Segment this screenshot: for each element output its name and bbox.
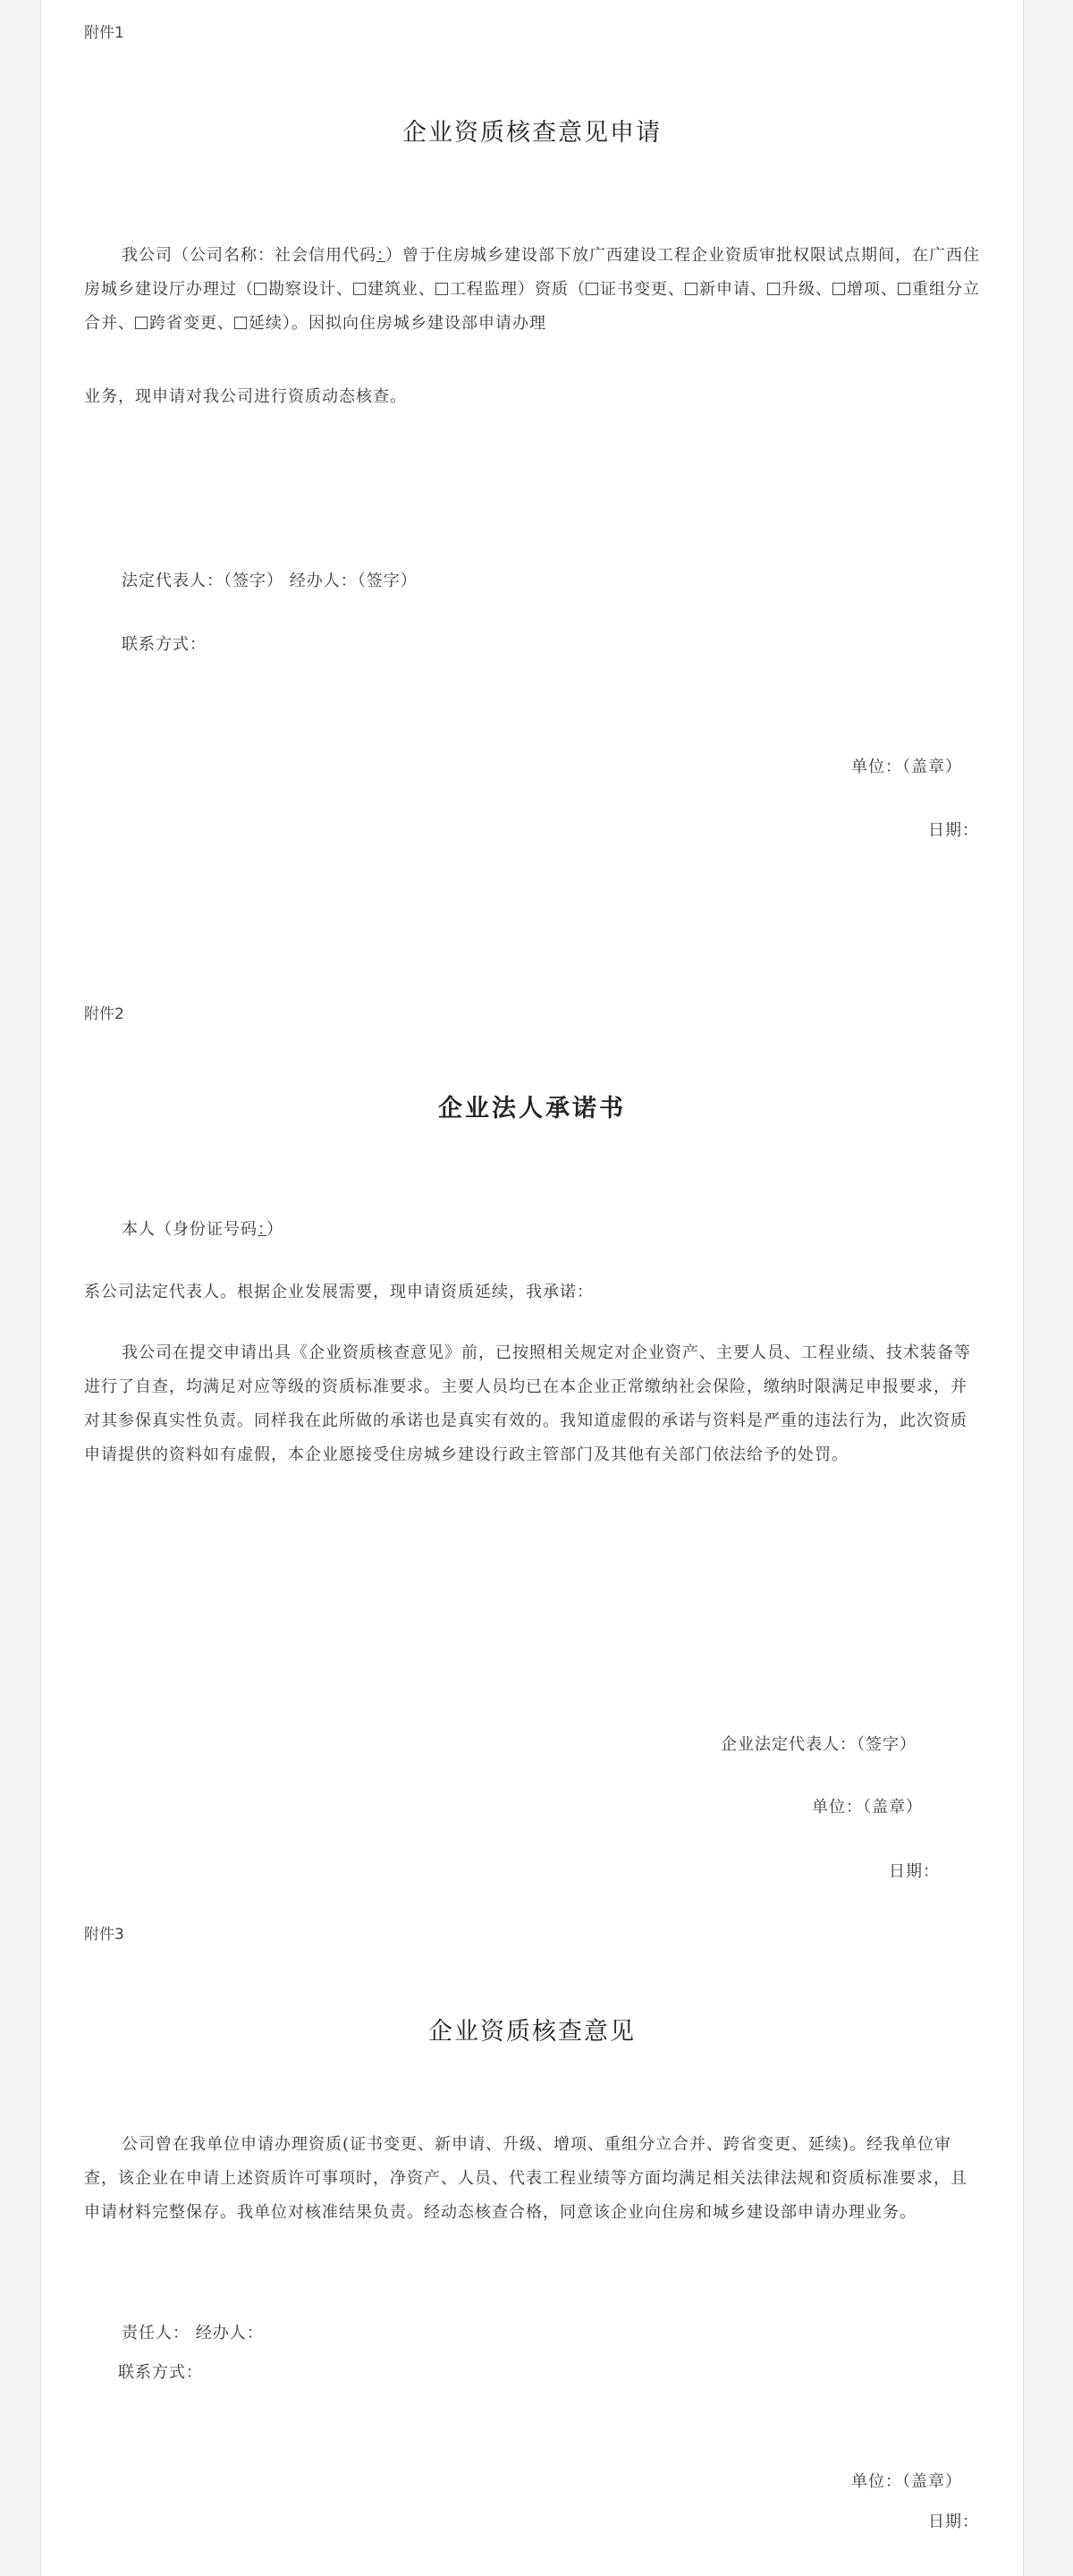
checkbox[interactable]	[898, 283, 910, 295]
checkbox-label: 建筑业、	[368, 280, 435, 299]
attachment-2-commitment-text: 我公司在提交申请出具《企业资质核查意见》前，已按照相关规定对企业资产、主要人员、工程业绩、技术装备等进行了自查，均满足对应等级的资质标准要求。主要人员均已在本企业正常缴纳社会保险，缴纳时限满足申报要求，并对其参保真实性负责。同样我在此所做的承诺也是真实有效的。我知道虚假的承诺与资料是严重的违法行为，此次资质申请提供的资料如有虚假，本企业愿接受住房城乡建设行政主管部门及其他有关部门依法给予的处罚。	[84, 1343, 971, 1464]
attachment-2-title: 企业法人承诺书	[438, 1095, 626, 1123]
attachment-2-representative-line: 系公司法定代表人。根据企业发展需要，现申请资质延续，我承诺：	[84, 1283, 594, 1301]
attachment-3-title: 企业资质核查意见	[428, 2018, 636, 2046]
id-text: 本人（身份证号码	[122, 1220, 258, 1239]
checkbox-label: 延续	[249, 314, 283, 333]
attachment-2-unit-seal: 单位：（盖章）	[812, 1798, 923, 1817]
checkbox-label: 升级、	[782, 280, 832, 299]
checkbox[interactable]	[254, 283, 266, 295]
attachment-1-date: 日期：	[928, 821, 979, 840]
checkbox-label: 新申请、	[699, 280, 767, 299]
attachment-1-label: 附件1	[84, 24, 124, 42]
attachment-1-unit-seal: 单位：（盖章）	[851, 758, 962, 776]
checkbox-label: 工程监理	[450, 280, 518, 299]
attachment-3-contact: 联系方式：	[118, 2363, 203, 2382]
checkbox[interactable]	[832, 283, 845, 295]
checkbox[interactable]	[435, 283, 448, 295]
attachment-3-label: 附件3	[84, 1926, 124, 1944]
attachment-1-title: 企业资质核查意见申请	[402, 119, 662, 147]
checkbox[interactable]	[767, 283, 780, 295]
checkbox[interactable]	[234, 317, 247, 329]
attachment-2-date: 日期：	[889, 1862, 940, 1881]
checkbox-label: 证书变更、	[600, 280, 685, 299]
paragraph-text: ）资质（	[518, 280, 586, 299]
attachment-2-id-line	[122, 1216, 283, 1240]
id-text: ）	[266, 1220, 283, 1239]
paragraph-text: 我公司（公司名称：社会信用代码	[122, 246, 376, 265]
checkbox[interactable]	[135, 317, 148, 329]
attachment-1-contact: 联系方式：	[122, 635, 207, 654]
document-page	[40, 0, 1024, 2576]
checkbox-label: 勘察设计、	[268, 280, 353, 299]
attachment-3-signature-line: 责任人： 经办人：	[122, 2324, 264, 2343]
attachment-3-unit-seal: 单位：（盖章）	[851, 2472, 962, 2491]
attachment-1-signature-line: 法定代表人：（签字） 经办人：（签字）	[122, 572, 418, 590]
attachment-3-opinion-text: 公司曾在我单位申请办理资质(证书变更、新申请、升级、增项、重组分立合并、跨省变更、延续)。经我单位审查，该企业在申请上述资质许可事项时，净资产、人员、代表工程业绩等方面均满足相关法律法规和资质标准要求，且申请材料完整保存。我单位对核准结果负责。经动态核查合格，同意该企业向住房和城乡建设部申请办理业务。	[84, 2135, 967, 2222]
checkbox-label: 增项、	[847, 280, 898, 299]
paragraph-text: ）。因拟向住房城乡建设部申请办理	[283, 314, 546, 333]
checkbox[interactable]	[586, 283, 598, 295]
checkbox-label: 重组分立合并、	[84, 280, 980, 333]
attachment-1-business-line: 业务，现申请对我公司进行资质动态核查。	[84, 387, 407, 406]
credit-code-blank: ：	[376, 246, 385, 265]
attachment-1-paragraph	[84, 239, 980, 341]
id-number-blank: ：	[258, 1220, 266, 1239]
checkbox[interactable]	[685, 283, 697, 295]
attachment-3-date: 日期：	[928, 2512, 979, 2531]
checkbox[interactable]	[353, 283, 366, 295]
checkbox-label: 跨省变更、	[149, 314, 234, 333]
attachment-2-label: 附件2	[84, 1005, 124, 1023]
paragraph-text: ）曾于住房城乡建设部下放广西建设工程企业资质审批权限试点期间，在广西住房城乡建设厅办理过（	[84, 246, 980, 299]
attachment-2-rep-signature: 企业法定代表人：（签字）	[721, 1735, 917, 1754]
